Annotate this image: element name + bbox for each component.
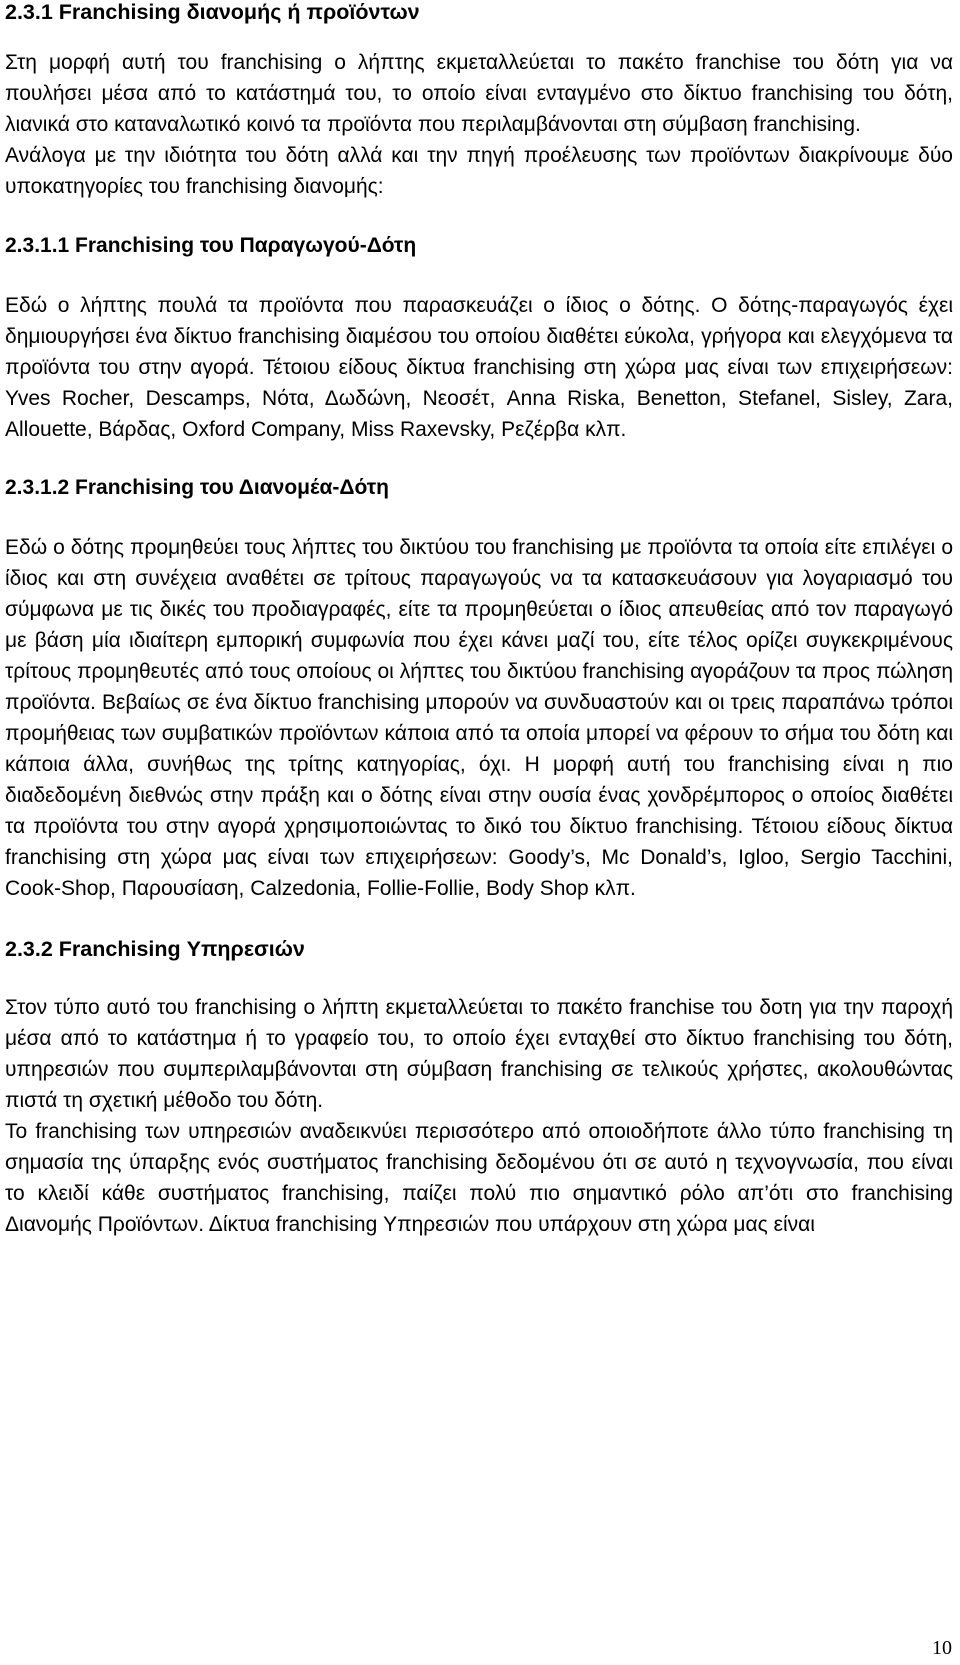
paragraph-intro: Στη μορφή αυτή του franchising ο λήπτης εκμεταλλεύεται το πακέτο franchise του δότη για να πουλήσει μέσα από το κατάστημά του, το οποίο είναι ενταγμένο στο δίκτυο franchising του δότη, λιανικά στο καταναλωτικό κοινό τα προϊόντα που περιλαμβάνονται στη σύμβαση franchising. — [5, 51, 953, 136]
section-heading-2-3-1: 2.3.1 Franchising διανομής ή προϊόντων — [5, 0, 420, 24]
paragraph-distributor-franchisor: Εδώ ο δότης προμηθεύει τους λήπτες του δικτύου του franchising με προϊόντα τα οποία είτε επιλέγει ο ίδιος και στη συνέχεια αναθέτει σε τρίτους παραγωγούς να τα κατασκευάσουν για λογαριασμό του σύμφωνα με τις δικές του προδιαγραφές, είτε τα προμηθεύεται ο ίδιος απευθείας από τον παραγωγό με βάση μία ιδιαίτερη εμπορική συμφωνία που έχει κάνει μαζί του, είτε τέλος ορίζει συγκεκριμένους τρίτους προμηθευτές από τους οποίους οι λήπτες του δικτύου franchising αγοράζουν τα προς πώληση προϊόντα. Βεβαίως σε ένα δίκτυο franchising μπορούν να συνδυαστούν και οι τρεις παραπάνω τρόποι προμήθειας των συμβατικών προϊόντων κάποια από τα οποία μπορεί να φέρουν το σήμα του δότη και κάποια άλλα, συνήθως της τρίτης κατηγορίας, όχι. Η μορφή αυτή του franchising είναι η πιο διαδεδομένη διεθνώς στην πράξη και ο δότης είναι στην ουσία ένας χονδρέμπορος ο οποίος διαθέτει τα προϊόντα του στην αγορά χρησιμοποιώντας το δικό του δίκτυο franchising. Τέτοιου είδους δίκτυα franchising στη χώρα μας είναι των επιχειρήσεων: Goody’s, Mc Donald’s, Igloo, Sergio Tacchini, Cook-Shop, Παρουσίαση, Calzedonia, Follie-Follie, Body Shop κλπ. — [5, 536, 953, 900]
paragraph-producer-franchisor: Εδώ ο λήπτης πουλά τα προϊόντα που παρασκευάζει ο ίδιος ο δότης. Ο δότης-παραγωγός έχει δημιουργήσει ένα δίκτυο franchising διαμέσου του οποίου διαθέτει εύκολα, γρήγορα και ελεγχόμενα τα προϊόντα του στην αγορά. Τέτοιου είδους δίκτυα franchising στη χώρα μας είναι των επιχειρήσεων: Yves Rocher, Descamps, Νότα, Δωδώνη, Νεοσέτ, Anna Riska, Benetton, Stefanel, Sisley, Zara, Allouette, Βάρδας, Oxford Company, Miss Raxevsky, Ρεζέρβα κλπ. — [5, 294, 953, 441]
section-heading-2-3-2: 2.3.2 Franchising Υπηρεσιών — [5, 937, 305, 961]
document-page — [5, 0, 953, 1240]
paragraph-services-1: Στον τύπο αυτό του franchising ο λήπτη εκμεταλλεύεται το πακέτο franchise του δοτη για την παροχή μέσα από το κατάστημα ή το γραφείο του, το οποίο έχει ενταχθεί στο δίκτυο franchising του δότη, υπηρεσιών που συμπεριλαμβάνονται στη σύμβαση franchising σε τελικούς χρήστες, ακολουθώντας πιστά τη σχετική μέθοδο του δότη. — [5, 996, 953, 1112]
paragraph-intro-2: Ανάλογα με την ιδιότητα του δότη αλλά και την πηγή προέλευσης των προϊόντων διακρίνουμε δύο υποκατηγορίες του franchising διανομής: — [5, 144, 953, 198]
subsection-heading-2-3-1-2: 2.3.1.2 Franchising του Διανομέα-Δότη — [5, 476, 389, 499]
paragraph-services-2: Το franchising των υπηρεσιών αναδεικνύει περισσότερο από οποιοδήποτε άλλο τύπο franchising τη σημασία της ύπαρξης ενός συστήματος franchising δεδομένου ότι σε αυτό η τεχνογνωσία, που είναι το κλειδί κάθε συστήματος franchising, παίζει πολύ πιο σημαντικό ρόλο απ’ότι στο franchising Διανομής Προϊόντων. Δίκτυα franchising Υπηρεσιών που υπάρχουν στη χώρα μας είναι — [5, 1120, 953, 1236]
page-number: 10 — [932, 1637, 952, 1659]
subsection-heading-2-3-1-1: 2.3.1.1 Franchising του Παραγωγού-Δότη — [5, 234, 417, 257]
